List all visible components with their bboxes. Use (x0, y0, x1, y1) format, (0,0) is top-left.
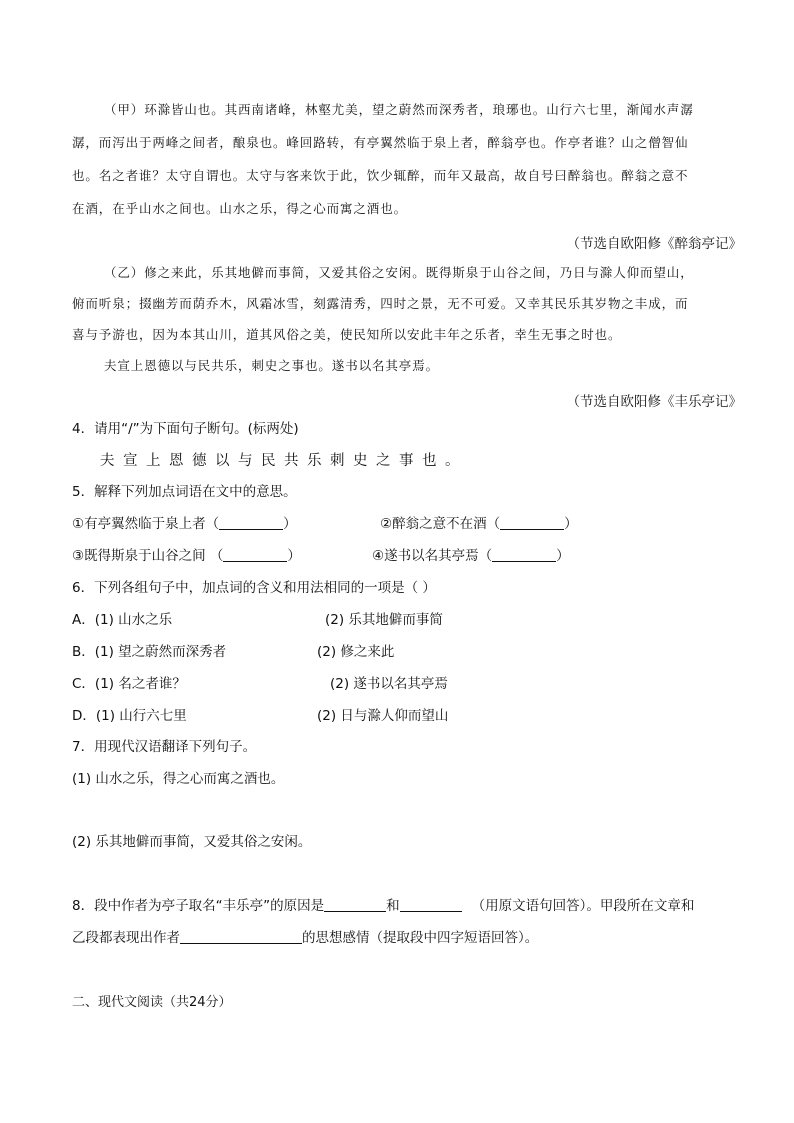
q5-item-2-blank[interactable] (500, 529, 564, 530)
q8-line-2-b: 的思想感情（提取段中四字短语回答）。 (302, 930, 539, 946)
passage-jia-line-3: 也。名之者谁？太守自谓也。太守与客来饮于此，饮少辄醉，而年又最高，故自号曰醉翁也。醉翁之意不 (72, 168, 689, 183)
q5-stem: 5．解释下列加点词语在文中的意思。 (72, 484, 297, 500)
q5-item-1-close: ） (283, 516, 297, 532)
q6-stem: 6．下列各组句子中，加点词的含义和用法相同的一项是（ ） (72, 580, 436, 596)
q8-line-1-a: 8．段中作者为亭子取名“丰乐亭”的原因是 (72, 898, 325, 914)
q8-line-1-c: （用原文语句回答）。甲段所在文章和 (471, 898, 695, 914)
q8-blank-3[interactable] (180, 943, 302, 944)
q8-line-1-b: 和 (386, 898, 400, 914)
q8-blank-2[interactable] (400, 911, 462, 912)
q5-item-1 (72, 518, 297, 532)
passage-yi-line-4: 夫宣上恩德以与民共乐，刺史之事也。遂书以名其亭焉。 (104, 358, 440, 373)
q8-line-1 (72, 900, 694, 914)
q8-line-2-a: 乙段都表现出作者 (72, 930, 180, 946)
q5-item-2 (380, 518, 578, 532)
q4-sentence: 夫宣上恩德以与民共乐刺史之事也。 (100, 453, 468, 469)
passage-jia-line-4: 在酒，在乎山水之间也。山水之乐，得之心而寓之酒也。 (72, 201, 408, 216)
q5-item-1-blank[interactable] (219, 529, 283, 530)
q5-item-3-blank[interactable] (223, 561, 287, 562)
q6-option-b-2: (2) 修之来此 (317, 644, 395, 660)
q5-item-4 (372, 550, 570, 564)
q4-stem: 4．请用“/”为下面句子断句。(标两处) (72, 421, 299, 437)
passage-yi-line-2: 俯而听泉；掇幽芳而荫乔木，风霜冰雪，刻露清秀，四时之景，无不可爱。又幸其民乐其岁物之丰成，而 (72, 296, 689, 311)
q6-option-a-1: A．(1) 山水之乐 (72, 612, 173, 628)
q5-item-4-blank[interactable] (492, 561, 556, 562)
passage-jia-line-2: 潺，而泻出于两峰之间者，酿泉也。峰回路转，有亭翼然临于泉上者，醉翁亭也。作亭者谁？山之僧智仙 (72, 135, 689, 150)
q7-sentence-1: (1) 山水之乐，得之心而寓之酒也。 (72, 771, 285, 787)
q5-item-3 (72, 550, 301, 564)
q6-option-c-2: (2) 遂书以名其亭焉 (330, 676, 448, 692)
passage-yi-line-1: （乙）修之来此，乐其地僻而事简，又爱其俗之安闲。既得斯泉于山谷之间，乃日与滁人仰而望山， (104, 265, 694, 280)
q5-item-2-text: ②醉翁之意不在酒（ (380, 516, 501, 532)
passage-yi-line-3: 喜与予游也，因为本其山川，道其风俗之美，使民知所以安此丰年之乐者，幸生无事之时也。 (72, 327, 622, 342)
q6-option-d-2: (2) 日与滁人仰而望山 (317, 708, 449, 724)
q5-item-2-close: ） (564, 516, 578, 532)
section-2-title: 二、现代文阅读（共24分） (72, 995, 232, 1010)
q5-item-4-close: ） (556, 548, 570, 564)
passage-jia-line-1: （甲）环滁皆山也。其西南诸峰，林壑尤美，望之蔚然而深秀者，琅琊也。山行六七里，渐闻水声潺 (104, 102, 694, 117)
q5-item-3-text: ③既得斯泉于山谷之间 （ (72, 548, 224, 564)
q7-stem: 7．用现代汉语翻译下列句子。 (72, 739, 257, 755)
q6-option-a-2: (2) 乐其地僻而事简 (325, 612, 443, 628)
q5-item-4-text: ④遂书以名其亭焉（ (372, 548, 493, 564)
q6-option-c-1: C．(1) 名之者谁？ (72, 676, 186, 692)
passage-jia-source: （节选自欧阳修《醉翁亭记》 (566, 236, 742, 252)
q7-sentence-2: (2) 乐其地僻而事简，又爱其俗之安闲。 (72, 834, 312, 850)
q5-item-1-text: ①有亭翼然临于泉上者（ (72, 516, 220, 532)
q6-option-d-1: D．(1) 山行六七里 (72, 708, 187, 724)
q6-option-b-1: B．(1) 望之蔚然而深秀者 (72, 644, 227, 660)
q8-line-2 (72, 932, 538, 946)
q8-blank-1[interactable] (324, 911, 386, 912)
passage-yi-source: （节选自欧阳修《丰乐亭记》 (566, 394, 742, 410)
q5-item-3-close: ） (287, 548, 301, 564)
